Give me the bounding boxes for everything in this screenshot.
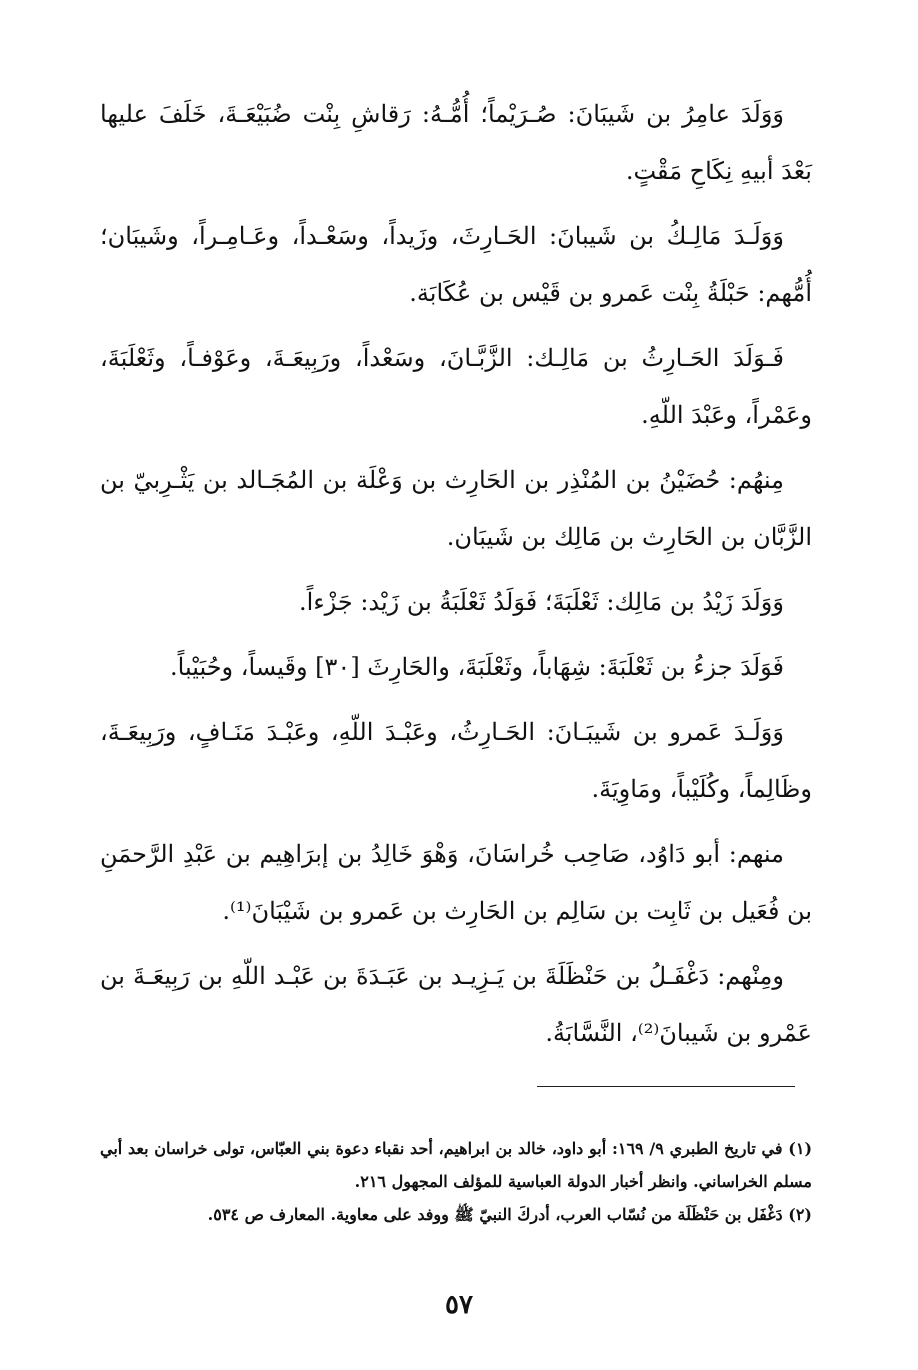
paragraph-9: ومِنْهم: دَغْفَـلُ بن حَنْظَلَةَ بن يَـزِيـد بن عَبَـدَةَ بن عَبْـد اللّهِ بن رَبِيعَـةَ بن عَمْرو بن شَيبانَ⁽²⁾، النَّسَّابَةُ. (100, 962, 812, 1047)
paragraph-4: مِنهُم: حُضَيْنُ بن المُنْذِر بن الحَارِث بن وَعْلَة بن المُجَـالد بن يَثْـرِبيّ بن الزَّبَّان بن الحَارِث بن مَالِك بن شَيبَان. (100, 466, 812, 551)
paragraph-8: منهم: أبو دَاوُد، صَاحِب خُراسَانَ، وَهْوَ خَالِدُ بن إبرَاهِيم بن عَبْدِ الرَّحمَنِ بن فُعَيل بن ثَابِت بن سَالِم بن الحَارِث بن عَمرو بن شَيْبَانَ⁽¹⁾. (100, 840, 812, 925)
footnotes (100, 1132, 812, 1231)
paragraph-2: وَوَلَـدَ مَالِـكُ بن شَيبانَ: الحَـارِثَ، وزَيداً، وسَعْـداً، وعَـامِـراً، وشَيبَان؛ أُمُّهم: حَبْلَةُ بِنْت عَمرو بن قَيْس بن عُكَابَة. (100, 222, 812, 307)
footnote-2: (٢) دَغْفَل بن حَنْظَلَة من نُسّاب العرب، أدركَ النبيّ ﷺ ووفد على معاوية. المعارف ص ٥٣٤. (207, 1205, 812, 1224)
footnote-1: (١) في تاريخ الطبري ٩/ ١٦٩: أبو داود، خالد بن ابراهيم، أحد نقباء دعوة بني العبّاس، تولى خراسان بعد أبي مسلم الخراساني. وانظر أخبار الدولة العباسية للمؤلف المجهول ٢١٦. (100, 1139, 813, 1191)
main-text (100, 86, 812, 1070)
footnote-divider (537, 1086, 795, 1087)
paragraph-6: فَوَلَدَ جزءُ بن ثَعْلَبَةَ: شِهَاباً، وثَعْلَبَةَ، والحَارِثَ [٣٠] وقَيساً، وحُبَيْباً. (170, 653, 784, 681)
paragraph-7: وَوَلَـدَ عَمرو بن شَيبَـانَ: الحَـارِثُ، وعَبْـدَ اللّهِ، وعَبْـدَ مَنَـافٍ، ورَبِيعَـةَ، وظَالِماً، وكُلَيْباً، ومَاوِيَةَ. (100, 718, 812, 803)
paragraph-5: وَوَلَدَ زَيْدُ بن مَالِك: ثَعْلَبَةَ؛ فَوَلَدُ ثَعْلَبَةُ بن زَيْد: جَزْءاً. (299, 588, 784, 616)
paragraph-3: فَـوَلَدَ الحَـارِثُ بن مَالِـك: الزَّبَّـانَ، وسَعْداً، ورَبِيعَـةَ، وعَوْفـاً، وثَعْلَبَةَ، وعَمْراً، وعَبْدَ اللّهِ. (100, 344, 812, 429)
page-number: ٥٧ (445, 1290, 473, 1320)
paragraph-1: وَوَلَدَ عامِرُ بن شَيبَانَ: صُـرَيْماً؛ أُمُّـهُ: رَقاشِ بِنْت ضُبَيْعَـةَ، خَلَفَ عليها بَعْدَ أبيهِ نِكَاحِ مَقْتٍ. (100, 100, 812, 185)
